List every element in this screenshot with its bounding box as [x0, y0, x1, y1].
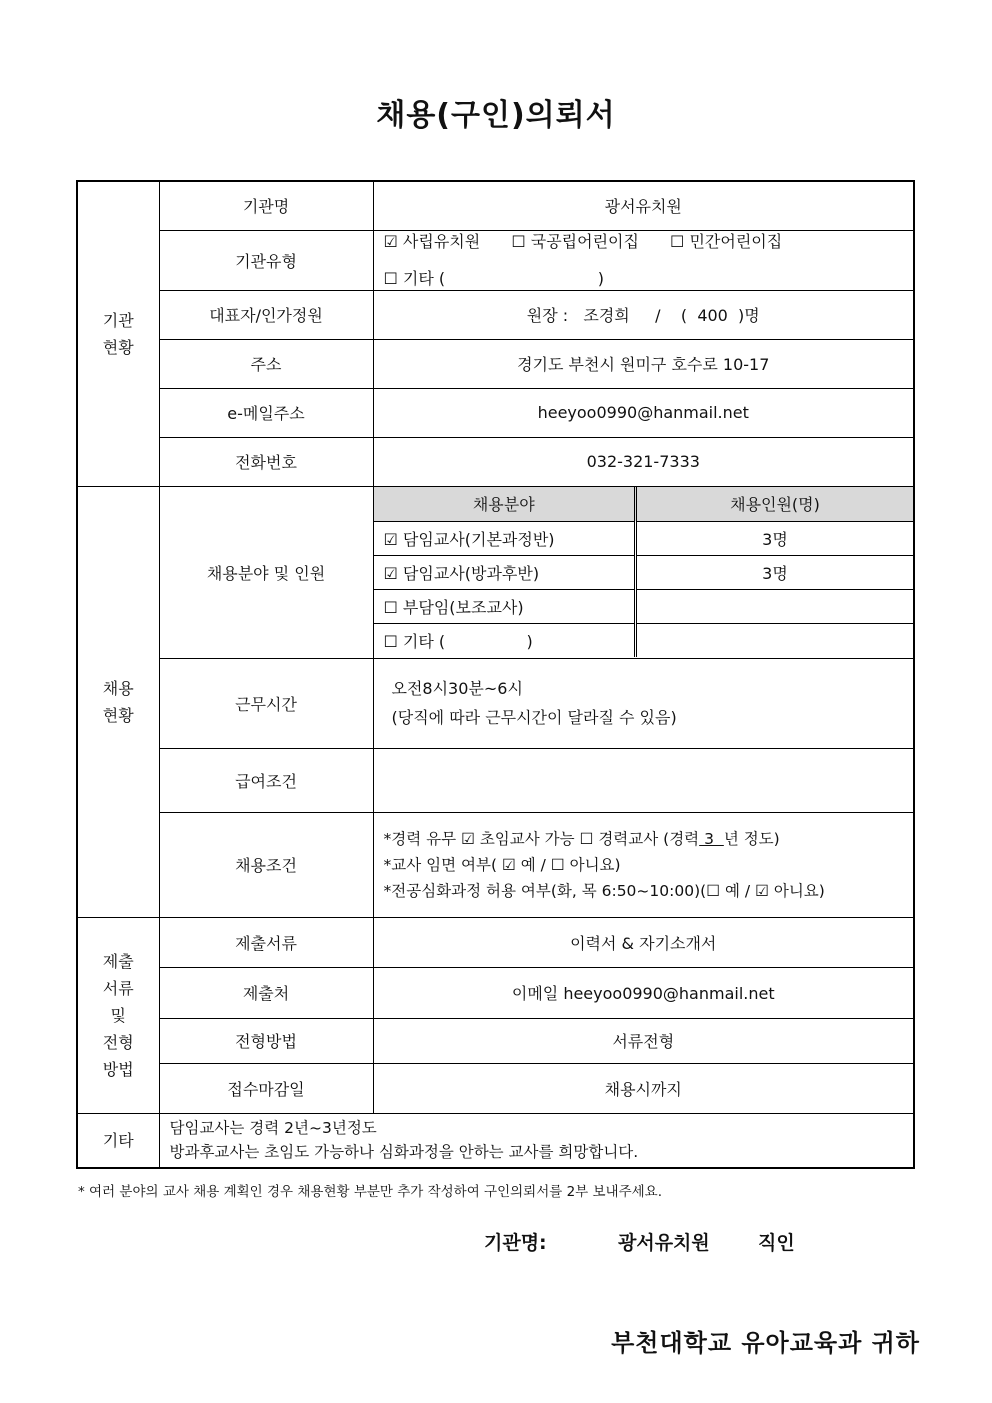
work-hours-line: 오전8시30분~6시	[391, 679, 523, 698]
label-work-hours: 근무시간	[159, 658, 373, 748]
value-conditions	[373, 812, 914, 917]
value-phone: 032-321-7333	[373, 437, 914, 486]
value-salary	[373, 748, 914, 812]
value-institution-type	[373, 230, 914, 290]
document-title: 채용(구인)의뢰서	[376, 98, 616, 133]
footnote: * 여러 분야의 교사 채용 계획인 경우 채용현황 부분만 추가 작성하여 구인의뢰서를 2부 보내주세요.	[78, 1184, 663, 1200]
value-email: heeyoo0990@hanmail.net	[373, 388, 914, 437]
recruit-row-count	[636, 623, 914, 657]
col-header-count: 채용인원(명)	[636, 487, 914, 521]
col-header-field: 채용분야	[374, 487, 636, 521]
label-selection-method: 전형방법	[159, 1018, 373, 1063]
value-etc	[159, 1113, 914, 1168]
label-deadline: 접수마감일	[159, 1063, 373, 1113]
signature-seal: 직인	[758, 1232, 795, 1254]
section-submit: 제출 서류 및 전형 방법	[77, 917, 159, 1113]
section-etc: 기타	[77, 1113, 159, 1168]
request-form-table	[76, 180, 915, 1169]
value-institution-name: 광서유치원	[373, 181, 914, 230]
label-address: 주소	[159, 339, 373, 388]
signature-line	[484, 1228, 795, 1255]
label-phone: 전화번호	[159, 437, 373, 486]
label-recruit-field: 채용분야 및 인원	[159, 486, 373, 658]
recruit-field-cell	[373, 486, 914, 658]
experience-years: 3	[699, 829, 724, 848]
label-conditions: 채용조건	[159, 812, 373, 917]
label-institution-name: 기관명	[159, 181, 373, 230]
label-email: e-메일주소	[159, 388, 373, 437]
option-other: ☐ 기타 ( )	[383, 269, 604, 288]
recruit-row-count: 3명	[636, 521, 914, 555]
label-submit-to: 제출처	[159, 967, 373, 1018]
etc-line: 담임교사는 경력 2년~3년정도	[169, 1119, 377, 1138]
label-representative: 대표자/인가정원	[159, 290, 373, 339]
condition-experience: *경력 유무 ☑ 초임교사 가능 ☐ 경력교사 (경력 3 년 정도)	[383, 829, 780, 848]
value-representative: 원장 : 조경희 / ( 400 )명	[373, 290, 914, 339]
condition-appointment: *교사 임면 여부( ☑ 예 / ☐ 아니요)	[383, 855, 621, 874]
addressee: 부천대학교 유아교육과 귀하	[611, 1329, 920, 1357]
value-address: 경기도 부천시 원미구 호수로 10-17	[373, 339, 914, 388]
recruit-row-field: ☐ 기타 ( )	[374, 623, 636, 657]
label-institution-type: 기관유형	[159, 230, 373, 290]
recruit-row-field: ☐ 부담임(보조교사)	[374, 589, 636, 623]
value-documents: 이력서 & 자기소개서	[373, 917, 914, 967]
section-institution: 기관 현황	[77, 181, 159, 486]
recruit-row-count	[636, 589, 914, 623]
signature-institution-name: 광서유치원	[618, 1232, 710, 1254]
option-public-daycare: ☐ 국공립어린이집	[511, 232, 639, 251]
etc-line: 방과후교사는 초임도 가능하나 심화과정을 안하는 교사를 희망합니다.	[169, 1143, 639, 1162]
value-deadline: 채용시까지	[373, 1063, 914, 1113]
label-salary: 급여조건	[159, 748, 373, 812]
value-selection-method: 서류전형	[373, 1018, 914, 1063]
recruit-field-table	[374, 487, 914, 657]
recruit-row-field: ☑ 담임교사(방과후반)	[374, 555, 636, 589]
section-recruit: 채용 현황	[77, 486, 159, 917]
option-private-daycare: ☐ 민간어린이집	[670, 232, 783, 251]
label-documents: 제출서류	[159, 917, 373, 967]
recruit-row-count: 3명	[636, 555, 914, 589]
work-hours-note: (당직에 따라 근무시간이 달라질 수 있음)	[391, 708, 677, 727]
recruit-row-field: ☑ 담임교사(기본과정반)	[374, 521, 636, 555]
option-private-kindergarten: ☑ 사립유치원	[383, 232, 481, 251]
signature-label: 기관명:	[484, 1232, 547, 1254]
value-submit-to: 이메일 heeyoo0990@hanmail.net	[373, 967, 914, 1018]
value-work-hours	[373, 658, 914, 748]
condition-advanced-course: *전공심화과정 허용 여부(화, 목 6:50~10:00)(☐ 예 / ☑ 아니요)	[383, 881, 825, 900]
